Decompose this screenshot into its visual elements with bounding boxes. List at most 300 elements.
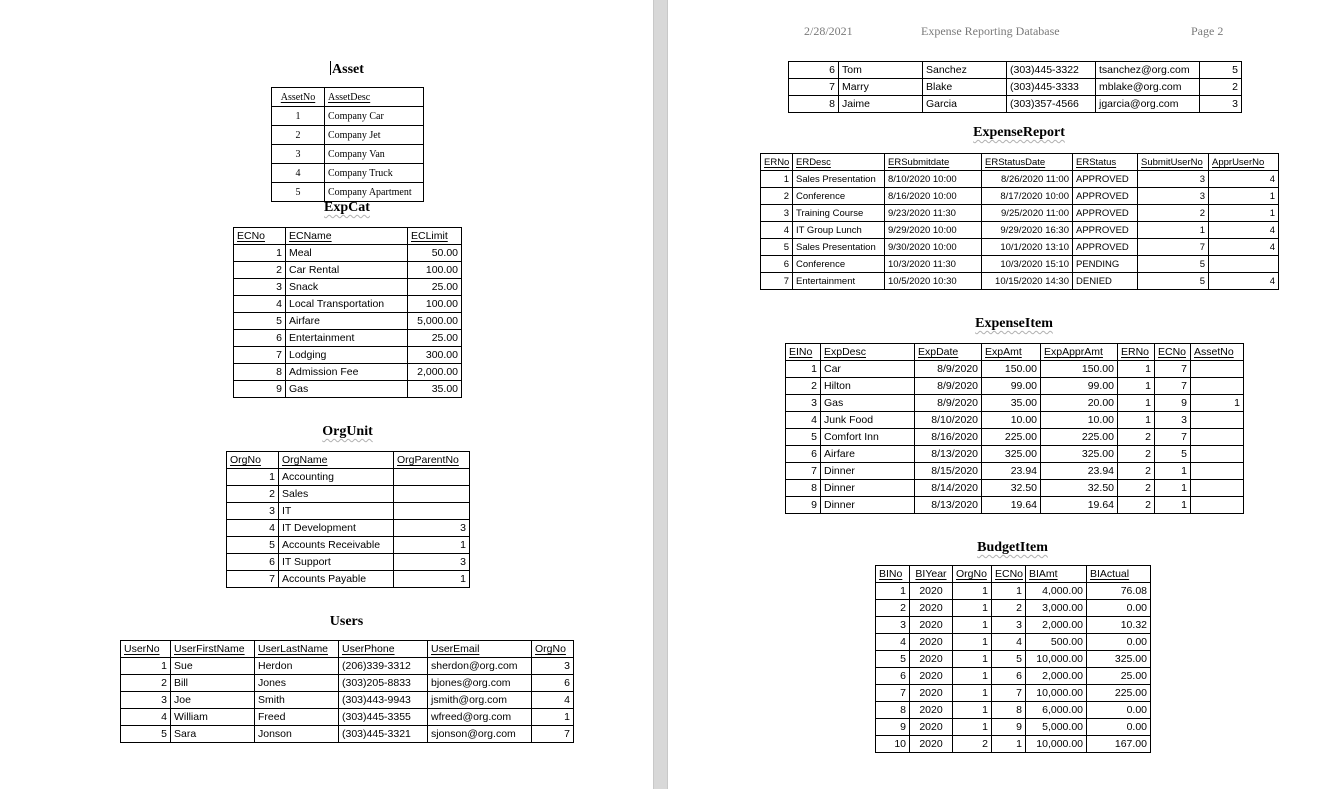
expcat-table-cell: 50.00 [408, 245, 462, 262]
asset-table-row [272, 126, 424, 145]
expenseitem-table-cell: 9 [1155, 395, 1191, 412]
expcat-table-cell: 8 [234, 364, 286, 381]
expenseitem-table-cell: 325.00 [1041, 446, 1118, 463]
expensereport-column-header: ERNo [761, 154, 793, 171]
budgetitem-table-cell: 6 [992, 668, 1026, 685]
orgunit-table [226, 451, 470, 588]
header-title: Expense Reporting Database [921, 24, 1060, 38]
users-table-cell: 1 [532, 709, 574, 726]
budgetitem-table-row [876, 736, 1151, 753]
asset-table-row [272, 183, 424, 202]
users-table-cell: Jones [255, 675, 339, 692]
expensereport-table-row [761, 205, 1279, 222]
expensereport-table-cell: 1 [1209, 188, 1279, 205]
expenseitem-table-cell: 10.00 [1041, 412, 1118, 429]
expenseitem-table-cell [1191, 429, 1244, 446]
asset-title: Asset [332, 62, 364, 77]
users-table-cell: jsmith@org.com [428, 692, 532, 709]
asset-column-header: AssetNo [272, 88, 325, 107]
expensereport-table-row [761, 256, 1279, 273]
expenseitem-table-cell: 150.00 [1041, 361, 1118, 378]
expenseitem-table-cell: Dinner [821, 497, 915, 514]
expcat-table-cell: 7 [234, 347, 286, 364]
expensereport-table-cell: IT Group Lunch [793, 222, 885, 239]
budgetitem-section [875, 540, 1150, 753]
budgetitem-table-row [876, 583, 1151, 600]
users_cont-table-cell: 7 [789, 79, 839, 96]
budgetitem-table-cell: 0.00 [1087, 702, 1151, 719]
expenseitem-table-cell: Dinner [821, 480, 915, 497]
expenseitem-column-header: ExpAmt [982, 344, 1041, 361]
budgetitem-table-cell: 1 [953, 617, 992, 634]
budgetitem-table-cell: 25.00 [1087, 668, 1151, 685]
budgetitem-table-row [876, 668, 1151, 685]
expensereport-table-cell: Conference [793, 188, 885, 205]
orgunit-table-cell: 3 [227, 503, 279, 520]
users-title: Users [329, 614, 364, 629]
budgetitem-table-cell: 2020 [910, 617, 953, 634]
users-table-cell: (303)445-3321 [339, 726, 428, 743]
expensereport-table-cell: APPROVED [1073, 222, 1138, 239]
budgetitem-table-row [876, 719, 1151, 736]
expensereport-table-cell: Entertainment [793, 273, 885, 290]
budgetitem-table-cell: 1 [953, 651, 992, 668]
expensereport-table-row [761, 273, 1279, 290]
budgetitem-table-row [876, 702, 1151, 719]
budgetitem-table-cell: 2,000.00 [1026, 668, 1087, 685]
expenseitem-table-cell [1191, 463, 1244, 480]
users-column-header: UserFirstName [171, 641, 255, 658]
expensereport-table-cell: 4 [761, 222, 793, 239]
users_cont-table-cell: 6 [789, 62, 839, 79]
budgetitem-table-cell: 2020 [910, 583, 953, 600]
expensereport-table-cell: 3 [761, 205, 793, 222]
users_cont-table-cell: Marry [839, 79, 923, 96]
budgetitem-table-cell: 5,000.00 [1026, 719, 1087, 736]
users-table-cell: 1 [121, 658, 171, 675]
users-table-cell: sherdon@org.com [428, 658, 532, 675]
expenseitem-table-cell: 8/9/2020 [915, 378, 982, 395]
expcat-table-cell: 25.00 [408, 330, 462, 347]
users-table-cell: Bill [171, 675, 255, 692]
orgunit-column-header: OrgName [279, 452, 394, 469]
users-table-cell: 5 [121, 726, 171, 743]
asset-table-cell: Company Car [325, 107, 424, 126]
budgetitem-table-cell: 7 [992, 685, 1026, 702]
expenseitem-table-cell: 3 [1155, 412, 1191, 429]
expenseitem-table-cell [1191, 446, 1244, 463]
expcat-table-row [234, 245, 462, 262]
expenseitem-table-row [786, 378, 1244, 395]
expenseitem-table-row [786, 395, 1244, 412]
asset-table-cell: Company Apartment [325, 183, 424, 202]
orgunit-table-row [227, 571, 470, 588]
budgetitem-table-cell: 9 [992, 719, 1026, 736]
users-table-cell: bjones@org.com [428, 675, 532, 692]
text-cursor [330, 61, 331, 75]
expensereport-table-cell: 10/5/2020 10:30 [885, 273, 982, 290]
users-table-cell: sjonson@org.com [428, 726, 532, 743]
expensereport-table-cell: 10/3/2020 11:30 [885, 256, 982, 273]
expensereport-table-cell: APPROVED [1073, 188, 1138, 205]
budgetitem-table-cell: 500.00 [1026, 634, 1087, 651]
users_cont-table-cell: 8 [789, 96, 839, 113]
expcat-table-cell: Entertainment [286, 330, 408, 347]
budgetitem-table-cell: 0.00 [1087, 634, 1151, 651]
users-table-cell: (303)445-3355 [339, 709, 428, 726]
expensereport-column-header: ERSubmitdate [885, 154, 982, 171]
expenseitem-table-cell: 7 [786, 463, 821, 480]
users-table-cell: Sara [171, 726, 255, 743]
expensereport-table-cell: 3 [1138, 188, 1209, 205]
users-table-cell: William [171, 709, 255, 726]
orgunit-table-row [227, 503, 470, 520]
expenseitem-table-cell: 8/14/2020 [915, 480, 982, 497]
expensereport-table-row [761, 188, 1279, 205]
expenseitem-table-cell [1191, 480, 1244, 497]
expensereport-table-cell: 7 [761, 273, 793, 290]
users-continued-table [788, 61, 1242, 113]
expcat-table-cell: 5,000.00 [408, 313, 462, 330]
expcat-table-cell: Snack [286, 279, 408, 296]
users_cont-table-row [789, 96, 1242, 113]
orgunit-column-header: OrgNo [227, 452, 279, 469]
users_cont-table-row [789, 79, 1242, 96]
expenseitem-table-row [786, 429, 1244, 446]
expensereport-table-cell: 10/3/2020 15:10 [982, 256, 1073, 273]
users_cont-table-cell: Garcia [923, 96, 1007, 113]
users-table-cell: (206)339-3312 [339, 658, 428, 675]
users-table-cell: (303)443-9943 [339, 692, 428, 709]
expenseitem-table-row [786, 446, 1244, 463]
orgunit-table-cell: 3 [394, 554, 470, 571]
asset-section [271, 61, 423, 202]
expenseitem-title: ExpenseItem [975, 316, 1053, 331]
users-table-row [121, 658, 574, 675]
budgetitem-table-row [876, 600, 1151, 617]
orgunit-table-cell: IT Support [279, 554, 394, 571]
users-table-cell: 2 [121, 675, 171, 692]
asset-table-cell: 5 [272, 183, 325, 202]
budgetitem-table-cell: 5 [876, 651, 910, 668]
orgunit-table-cell: Accounts Receivable [279, 537, 394, 554]
expenseitem-table-cell: Car [821, 361, 915, 378]
budgetitem-column-header: OrgNo [953, 566, 992, 583]
expensereport-table-cell: 2 [1138, 205, 1209, 222]
orgunit-column-header: OrgParentNo [394, 452, 470, 469]
budgetitem-table-cell: 7 [876, 685, 910, 702]
expenseitem-table-cell: Airfare [821, 446, 915, 463]
expenseitem-table-cell: 99.00 [982, 378, 1041, 395]
users-table-cell: Smith [255, 692, 339, 709]
expenseitem-table-cell: 1 [1118, 361, 1155, 378]
expenseitem-table-cell: 3 [786, 395, 821, 412]
expcat-table-cell: Airfare [286, 313, 408, 330]
expcat-table-cell: Local Transportation [286, 296, 408, 313]
budgetitem-table-cell: 4 [992, 634, 1026, 651]
expensereport-table-cell: 4 [1209, 222, 1279, 239]
expensereport-table-cell: 8/17/2020 10:00 [982, 188, 1073, 205]
users-table-cell: Jonson [255, 726, 339, 743]
users-table [120, 640, 574, 743]
budgetitem-table-row [876, 634, 1151, 651]
users-column-header: OrgNo [532, 641, 574, 658]
expcat-section [233, 200, 461, 398]
users-table-cell: Joe [171, 692, 255, 709]
expenseitem-table-row [786, 480, 1244, 497]
expensereport-table-cell: 10/1/2020 13:10 [982, 239, 1073, 256]
expcat-column-header: ECLimit [408, 228, 462, 245]
budgetitem-table-cell: 10,000.00 [1026, 685, 1087, 702]
expenseitem-table-cell: 8/10/2020 [915, 412, 982, 429]
asset-table-row [272, 145, 424, 164]
expcat-table-cell: 100.00 [408, 262, 462, 279]
expensereport-table-cell: PENDING [1073, 256, 1138, 273]
budgetitem-table-cell: 2 [953, 736, 992, 753]
expensereport-table-cell: 8/10/2020 10:00 [885, 171, 982, 188]
orgunit-table-row [227, 554, 470, 571]
expenseitem-table-cell: 32.50 [1041, 480, 1118, 497]
budgetitem-table [875, 565, 1151, 753]
budgetitem-table-cell: 325.00 [1087, 651, 1151, 668]
expenseitem-table-cell: 1 [1191, 395, 1244, 412]
users_cont-table-cell: Sanchez [923, 62, 1007, 79]
expenseitem-table-cell: 5 [786, 429, 821, 446]
expensereport-table-cell: 1 [761, 171, 793, 188]
expensereport-table-cell: 5 [761, 239, 793, 256]
users-column-header: UserLastName [255, 641, 339, 658]
users_cont-table-cell: jgarcia@org.com [1096, 96, 1200, 113]
budgetitem-table-cell: 3 [876, 617, 910, 634]
orgunit-section [226, 424, 469, 588]
budgetitem-table-cell: 10,000.00 [1026, 651, 1087, 668]
expenseitem-table-cell [1191, 361, 1244, 378]
budgetitem-table-row [876, 685, 1151, 702]
users-column-header: UserPhone [339, 641, 428, 658]
expenseitem-table-cell: 8/13/2020 [915, 497, 982, 514]
asset-table-cell: 3 [272, 145, 325, 164]
expenseitem-table-cell: 32.50 [982, 480, 1041, 497]
asset-table-cell: Company Van [325, 145, 424, 164]
budgetitem-table-cell: 5 [992, 651, 1026, 668]
asset-column-header: AssetDesc [325, 88, 424, 107]
expenseitem-table-cell: 1 [1155, 497, 1191, 514]
expenseitem-table-cell: 1 [1118, 395, 1155, 412]
users-column-header: UserNo [121, 641, 171, 658]
orgunit-table-cell: IT Development [279, 520, 394, 537]
expcat-table-row [234, 296, 462, 313]
expenseitem-column-header: ExpDate [915, 344, 982, 361]
expenseitem-table-cell: 8/15/2020 [915, 463, 982, 480]
expensereport-table-cell: 4 [1209, 171, 1279, 188]
expenseitem-table-cell: 1 [1155, 480, 1191, 497]
asset-table [271, 87, 424, 202]
budgetitem-table-cell: 1 [992, 583, 1026, 600]
users_cont-table-cell: Tom [839, 62, 923, 79]
expensereport-table-cell: Sales Presentation [793, 171, 885, 188]
expcat-table-row [234, 347, 462, 364]
expenseitem-table-cell: 23.94 [1041, 463, 1118, 480]
expenseitem-table-cell: 2 [1118, 480, 1155, 497]
users_cont-table-cell: Jaime [839, 96, 923, 113]
budgetitem-table-cell: 1 [992, 736, 1026, 753]
budgetitem-table-cell: 10,000.00 [1026, 736, 1087, 753]
users-table-cell: Herdon [255, 658, 339, 675]
expenseitem-table-cell: 7 [1155, 429, 1191, 446]
orgunit-table-cell: 1 [394, 571, 470, 588]
users_cont-table-cell: tsanchez@org.com [1096, 62, 1200, 79]
budgetitem-table-cell: 6 [876, 668, 910, 685]
expenseitem-table-cell: 35.00 [982, 395, 1041, 412]
expenseitem-table-cell [1191, 412, 1244, 429]
budgetitem-table-cell: 4 [876, 634, 910, 651]
budgetitem-column-header: BINo [876, 566, 910, 583]
budgetitem-table-cell: 0.00 [1087, 719, 1151, 736]
budgetitem-table-cell: 2020 [910, 600, 953, 617]
expcat-table-cell: 6 [234, 330, 286, 347]
budgetitem-column-header: ECNo [992, 566, 1026, 583]
expenseitem-table-cell: 1 [1118, 378, 1155, 395]
budgetitem-table-cell: 3 [992, 617, 1026, 634]
expenseitem-table-cell: 2 [1118, 463, 1155, 480]
users_cont-table-cell: (303)445-3333 [1007, 79, 1096, 96]
users_cont-table-cell: 3 [1200, 96, 1242, 113]
expcat-table-cell: 1 [234, 245, 286, 262]
users-table-row [121, 726, 574, 743]
users-continued-section [788, 61, 1241, 113]
budgetitem-table-cell: 2020 [910, 685, 953, 702]
expenseitem-table-cell [1191, 378, 1244, 395]
expensereport-table-row [761, 239, 1279, 256]
expensereport-column-header: SubmitUserNo [1138, 154, 1209, 171]
asset-table-cell: 1 [272, 107, 325, 126]
orgunit-title: OrgUnit [322, 424, 373, 439]
orgunit-table-cell: 4 [227, 520, 279, 537]
expensereport-column-header: ERDesc [793, 154, 885, 171]
expcat-table [233, 227, 462, 398]
users_cont-table-cell: (303)445-3322 [1007, 62, 1096, 79]
asset-table-cell: Company Truck [325, 164, 424, 183]
users-table-cell: 3 [532, 658, 574, 675]
users_cont-table-cell: mblake@org.com [1096, 79, 1200, 96]
expenseitem-table-row [786, 463, 1244, 480]
expensereport-section [760, 125, 1278, 290]
budgetitem-table-row [876, 617, 1151, 634]
expcat-table-cell: Admission Fee [286, 364, 408, 381]
expenseitem-table-cell: Hilton [821, 378, 915, 395]
users-table-cell: 3 [121, 692, 171, 709]
expcat-table-cell: 5 [234, 313, 286, 330]
expenseitem-table-cell: 6 [786, 446, 821, 463]
budgetitem-table-cell: 2020 [910, 736, 953, 753]
users-table-cell: 4 [532, 692, 574, 709]
users-table-cell: 7 [532, 726, 574, 743]
expensereport-table-cell [1209, 256, 1279, 273]
users-column-header: UserEmail [428, 641, 532, 658]
expenseitem-column-header: EINo [786, 344, 821, 361]
users-table-cell: Freed [255, 709, 339, 726]
expensereport-table-cell: 5 [1138, 273, 1209, 290]
budgetitem-table-cell: 9 [876, 719, 910, 736]
expensereport-table-row [761, 171, 1279, 188]
orgunit-table-cell [394, 503, 470, 520]
users_cont-table-cell: (303)357-4566 [1007, 96, 1096, 113]
expenseitem-table-cell: 8/9/2020 [915, 361, 982, 378]
users-table-cell: wfreed@org.com [428, 709, 532, 726]
expensereport-table-cell: 2 [761, 188, 793, 205]
users-table-row [121, 692, 574, 709]
expcat-table-cell: 4 [234, 296, 286, 313]
expenseitem-table-cell: 99.00 [1041, 378, 1118, 395]
expensereport-table-cell: 5 [1138, 256, 1209, 273]
expenseitem-table [785, 343, 1244, 514]
budgetitem-table-cell: 2020 [910, 634, 953, 651]
expensereport-table-cell: 1 [1209, 205, 1279, 222]
expensereport-table-cell: 9/25/2020 11:00 [982, 205, 1073, 222]
budgetitem-table-cell: 3,000.00 [1026, 600, 1087, 617]
expenseitem-column-header: ExpApprAmt [1041, 344, 1118, 361]
expensereport-title: ExpenseReport [973, 125, 1065, 140]
users_cont-table-cell: Blake [923, 79, 1007, 96]
expenseitem-column-header: AssetNo [1191, 344, 1244, 361]
budgetitem-table-cell: 2 [992, 600, 1026, 617]
users-table-cell: Sue [171, 658, 255, 675]
budgetitem-table-cell: 1 [953, 719, 992, 736]
expenseitem-table-cell: 2 [1118, 497, 1155, 514]
budgetitem-table-cell: 10 [876, 736, 910, 753]
budgetitem-table-cell: 4,000.00 [1026, 583, 1087, 600]
expenseitem-table-cell: 150.00 [982, 361, 1041, 378]
budgetitem-table-cell: 2,000.00 [1026, 617, 1087, 634]
budgetitem-table-cell: 76.08 [1087, 583, 1151, 600]
expenseitem-column-header: ECNo [1155, 344, 1191, 361]
budgetitem-table-cell: 1 [953, 702, 992, 719]
expcat-table-row [234, 262, 462, 279]
expcat-title: ExpCat [324, 200, 370, 215]
budgetitem-table-cell: 2020 [910, 651, 953, 668]
expensereport-table [760, 153, 1279, 290]
expcat-table-cell: Meal [286, 245, 408, 262]
document-page-right [668, 0, 1321, 789]
expcat-table-cell: 2 [234, 262, 286, 279]
users_cont-table-cell: 5 [1200, 62, 1242, 79]
expcat-table-cell: Car Rental [286, 262, 408, 279]
budgetitem-column-header: BIYear [910, 566, 953, 583]
expensereport-column-header: ApprUserNo [1209, 154, 1279, 171]
expcat-table-cell: 100.00 [408, 296, 462, 313]
expenseitem-table-cell: 7 [1155, 378, 1191, 395]
orgunit-table-cell: IT [279, 503, 394, 520]
orgunit-table-cell: Sales [279, 486, 394, 503]
budgetitem-table-cell: 1 [953, 583, 992, 600]
expenseitem-table-cell: 1 [1155, 463, 1191, 480]
orgunit-table-cell: 6 [227, 554, 279, 571]
budgetitem-table-cell: 2020 [910, 668, 953, 685]
expenseitem-table-cell: 1 [1118, 412, 1155, 429]
users-table-cell: 4 [121, 709, 171, 726]
expenseitem-table-cell: 2 [1118, 446, 1155, 463]
expcat-table-row [234, 330, 462, 347]
budgetitem-table-cell: 1 [953, 668, 992, 685]
asset-table-cell: 2 [272, 126, 325, 145]
expenseitem-table-cell [1191, 497, 1244, 514]
page-gutter [653, 0, 668, 789]
expcat-table-cell: Lodging [286, 347, 408, 364]
expenseitem-table-cell: 1 [786, 361, 821, 378]
expenseitem-table-cell: 20.00 [1041, 395, 1118, 412]
header-date: 2/28/2021 [804, 24, 853, 38]
expenseitem-table-cell: 8/13/2020 [915, 446, 982, 463]
